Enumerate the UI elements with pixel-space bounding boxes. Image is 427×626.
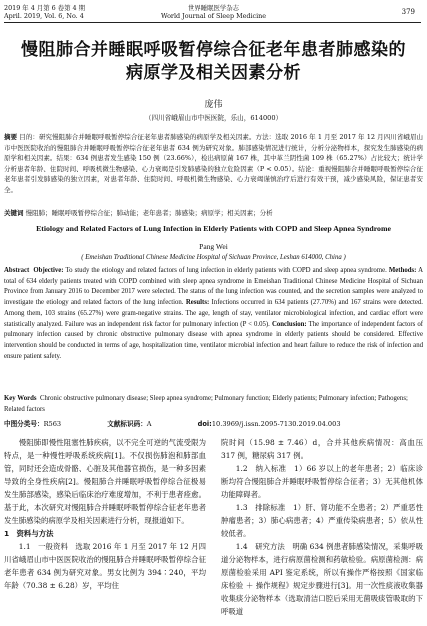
affiliation-en: ( Emeishan Traditional Chinese Medicine Hospital of Sichuan Province, Leshan 614000, China ): [81, 254, 346, 261]
general-data-continued: 院时间（15.98 ± 7.46）d，合并其他疾病情况：高血压 317 例，糖尿病 317 例。: [221, 438, 423, 460]
clc-number: 中图分类号：R563: [4, 420, 62, 428]
keywords-en-text: Chronic obstructive pulmonary disease; Sleep apnea syndrome; Pulmonary function; Elderly patients; Pulmonary infection; Pathogens; Related factors: [4, 395, 408, 413]
keywords-zh-text: 慢阻肺；睡眠呼吸暂停综合征；肺动能；老年患者；肺感染；病原学；相关因素；分析: [25, 209, 273, 217]
section-heading-materials-methods: 1 资料与方法: [4, 529, 54, 538]
results-text: Infections occurred in 634 patients (27.70%) and 167 strains were detected. Among them, 103 strains (65.27%) were gram-negative strains. The age, length of stay, ventilator microbiological infection, and cardiac effort were statistically analyzed. Failure was an independent risk factor for pulmonary infection (P < 0.05).: [4, 299, 423, 328]
intro-paragraph: 慢阻肺即慢性阻塞性肺疾病，以不完全可逆的气流受限为特点，是一种慢性呼吸系统疾病[1]。不仅损伤肺泡和肺部血管，同时还会造成骨骼、心脏及其他器官损伤，是一种多因素导致的全身性疾病[2]。慢阻肺合并睡眠呼吸暂停综合征极易发生肺部感染，感染后临床治疗难度增加，不利于患者痊愈。基于此，本次研究对慢阻肺合并睡眠呼吸暂停综合征老年患者发生肺感染的病原学及相关因素进行分析，现报道如下。: [4, 438, 206, 525]
journal-name-en: World Journal of Sleep Medicine: [160, 12, 267, 20]
article-title-en: Etiology and Related Factors of Lung Infection in Elderly Patients with COPD and Sleep Apnea Syndrome: [36, 224, 391, 233]
author-zh: 庞伟: [204, 100, 223, 110]
article-title-zh-line2: 病原学及相关因素分析: [126, 63, 301, 83]
abstract-zh: [4, 132, 423, 196]
abstract-zh-label: 摘要: [4, 133, 18, 141]
keywords-zh-label: 关键词: [4, 209, 24, 217]
results-label: Results:: [185, 299, 210, 307]
body-column-left: [4, 436, 206, 592]
header-rule: [4, 22, 421, 23]
issue-date-zh: 2019 年 4 月第 6 卷第 4 期: [4, 4, 86, 12]
classification-line: [4, 418, 423, 428]
inclusion-criteria-paragraph: 1.2 纳入标准 1）66 岁以上的老年患者；2）临床诊断均符合慢阻肺合并睡眠呼吸暂停综合征者；3）无其他机体功能障碍者。: [221, 464, 423, 499]
abstract-en-label: Abstract: [4, 267, 30, 274]
conclusion-label: Conclusion:: [271, 320, 307, 328]
issue-date-en: April. 2019, Vol. 6, No. 4: [4, 12, 84, 20]
article-title-zh-line1: 慢阻肺合并睡眠呼吸暂停综合征老年患者肺感染的: [21, 40, 406, 60]
doi: doi:10.3969/j.issn.2095-7130.2019.04.003: [197, 420, 341, 428]
exclusion-criteria-paragraph: 1.3 排除标准 1）肝、肾功能不全患者；2）严重恶性肿瘤患者；3）肺心病患者；4）严重传染病患者；5）依从性较低者。: [221, 503, 423, 538]
journal-name-zh: 世界睡眠医学杂志: [187, 4, 240, 12]
running-header-center: [0, 4, 427, 20]
document-code: 文献标识码：A: [107, 420, 152, 428]
methods-text: A total of 634 elderly patients treated with COPD combined with sleep apnea syndrome in Emeishan Traditional Chinese Medicine Hospital of Sichuan Province from January 2016 to December 2017 were selected. The status of the lung infection was counted, and the secretion samples were analyzed to investigate the etiology and related factors of the lung infection.: [4, 267, 424, 307]
methods-label: Methods:: [388, 267, 417, 274]
author-en: Pang Wei: [199, 242, 228, 251]
keywords-en: [4, 394, 423, 415]
objective-text: To study the etiology and related factors of lung infection in elderly patients with COPD and sleep apnea syndrome.: [65, 267, 387, 274]
body-column-right: [221, 436, 423, 618]
objective-label: Objective:: [33, 267, 64, 274]
keywords-zh: [4, 208, 423, 219]
abstract-en: [4, 266, 423, 362]
general-data-paragraph: 1.1 一般资料 选取 2016 年 1 月至 2017 年 12 月四川省峨眉山市中医医院收治的慢阻肺合并睡眠呼吸暂停综合征老年患者 634 例为研究对象。男女比例为 394∶240，平均年龄（70.38 ± 6.28）岁，平均住: [4, 542, 206, 590]
page-number: 379: [401, 8, 415, 16]
affiliation-zh: （四川省峨眉山市中医医院，乐山，614000）: [144, 114, 283, 122]
research-methods-paragraph: 1.4 研究方法 明确 634 例患者肺感染情况，采集呼吸道分泌物样本，进行病原菌检测和药敏检验。病原菌检测：病原菌检验采用 API 鉴定系统，所以有操作严格按照《国家临床检验 ＋ 操作规程》规定步骤进行[3]。用一次性痰液收集器收集痰分泌物样本（选取清洁口腔后采用无菌吸痰管吸取的下呼吸道: [221, 542, 423, 616]
conclusion-text: The importance of independent factors of pulmonary infection caused by chronic obstructive pulmonary disease with apnea syndrome in elderly patients should be considered. Effective intervention should be conducted in terms of age, hospitalization time, ventilator microbial infection and heart failure to reduce the risk of infection and ensure patient safety.: [4, 320, 423, 360]
abstract-zh-text: 目的：研究慢阻肺合并睡眠呼吸暂停综合征老年患者肺感染的病原学及相关因素。方法：选取 2016 年 1 月至 2017 年 12 月四川省峨眉山市中医医院收治的慢阻肺合并睡眠呼吸暂停综合征老年患者 634 例为研究对象。肺部感染情况进行统计，分析分泌物样本，探究发生肺感染的病原学和相关因素。结果：634 例患者发生感染 150 例（23.66%），检出病原菌 167 株，其中革兰阴性菌 109 株（65.27%）占比较大；统计学分析患者年龄、住院时间、呼吸机微生物感染、心力衰竭是引发肺感染的独立危险因素（P < 0.05）。结论：重视慢阻肺合并睡眠呼吸暂停综合征老年患者引发肺感染的独立因素，对患者年龄、住院时间、呼吸机微生物感染、心力衰竭谨慎治疗后进行有效干预，减少感染风险，保证患者安全。: [4, 133, 424, 194]
keywords-en-label: Key Words: [4, 395, 37, 402]
